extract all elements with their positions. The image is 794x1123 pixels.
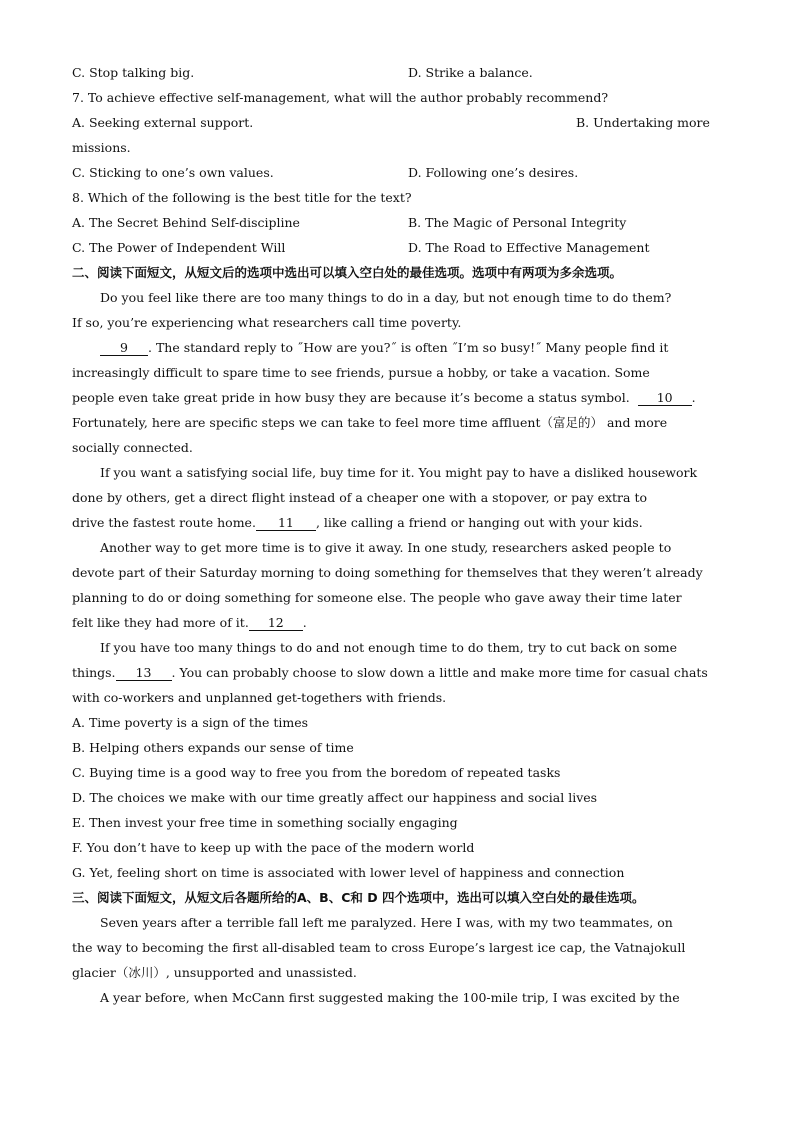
s2-p3-line3-text: drive the fastest route home. — [72, 515, 256, 530]
s2-option-f: F. You don’t have to keep up with the pace of the modern world — [72, 840, 475, 855]
s3-p1-line1: Seven years after a terrible fall left me paralyzed. Here I was, with my two teammates, on — [100, 915, 673, 930]
blank-9[interactable]: 9 — [100, 340, 148, 356]
q6-option-row — [72, 64, 194, 82]
q7-stem: 7. To achieve effective self-management, what will the author probably recommend? — [72, 90, 609, 105]
s2-p3-line1: If you want a satisfying social life, buy time for it. You might pay to have a disliked housework — [100, 465, 698, 480]
s2-option-g: G. Yet, feeling short on time is associated with lower level of happiness and connection — [72, 865, 625, 880]
q7-option-c: C. Sticking to one’s own values. — [72, 165, 274, 180]
s2-option-c: C. Buying time is a good way to free you from the boredom of repeated tasks — [72, 765, 561, 780]
s2-p4-line4-text: felt like they had more of it. — [72, 615, 249, 630]
q7-option-a: A. Seeking external support. — [72, 115, 254, 130]
s2-p5-line2-text: things. — [72, 665, 116, 680]
blank-11[interactable]: 11 — [256, 515, 316, 531]
blank-12[interactable]: 12 — [249, 615, 303, 631]
s3-p2-line1: A year before, when McCann first suggested making the 100-mile trip, I was excited by the — [100, 990, 680, 1005]
s2-p4-line3: planning to do or doing something for someone else. The people who gave away their time later — [72, 590, 682, 605]
blank-10[interactable]: 10 — [638, 390, 692, 406]
s2-p4-line4: felt like they had more of it. 12 . — [72, 615, 307, 630]
s2-p1-line2: If so, you’re experiencing what researchers call time poverty. — [72, 315, 462, 330]
s2-p2-line4: Fortunately, here are specific steps we can take to feel more time affluent（富足的） and more — [72, 415, 668, 430]
s2-p3-line3-tail: , like calling a friend or hanging out with your kids. — [315, 515, 643, 530]
section3-heading: 三、阅读下面短文，从短文后各题所给的A、B、C和 D 四个选项中，选出可以填入空白处的最佳选项。 — [72, 890, 645, 905]
s2-option-e: E. Then invest your free time in something socially engaging — [72, 815, 458, 830]
s3-p1-line2: the way to becoming the first all-disabled team to cross Europe’s largest ice cap, the Vatnajokull — [72, 940, 686, 955]
s2-p5-line3: with co-workers and unplanned get-togethers with friends. — [72, 690, 447, 705]
section2-heading: 二、阅读下面短文，从短文后的选项中选出可以填入空白处的最佳选项。选项中有两项为多余选项。 — [72, 265, 623, 280]
q8-option-a: A. The Secret Behind Self-discipline — [72, 215, 300, 230]
s2-p2-line1-text: . The standard reply to ˝How are you?˝ is often ˝I’m so busy!˝ Many people find it — [148, 340, 669, 355]
q6-option-row-right — [408, 64, 533, 82]
q7-option-b-continued: missions. — [72, 140, 131, 155]
q8-option-c: C. The Power of Independent Will — [72, 240, 286, 255]
s2-p5-line1: If you have too many things to do and not enough time to do them, try to cut back on some — [100, 640, 678, 655]
s2-p4-line1: Another way to get more time is to give it away. In one study, researchers asked people to — [100, 540, 672, 555]
s3-p1-line3: glacier（冰川）, unsupported and unassisted. — [72, 965, 357, 980]
q8-stem: 8. Which of the following is the best title for the text? — [72, 190, 412, 205]
q8-option-b: B. The Magic of Personal Integrity — [408, 215, 627, 230]
s2-p2-line1 — [100, 339, 668, 357]
s2-option-d: D. The choices we make with our time greatly affect our happiness and social lives — [72, 790, 598, 805]
s2-p2-line5: socially connected. — [72, 440, 193, 455]
s2-p3-line2: done by others, get a direct flight instead of a cheaper one with a stopover, or pay extra to — [72, 490, 648, 505]
s2-p1-line1: Do you feel like there are too many things to do in a day, but not enough time to do them? — [100, 290, 672, 305]
q8-option-d: D. The Road to Effective Management — [408, 240, 650, 255]
s2-p5-line2-tail: . You can probably choose to slow down a little and make more time for casual chats — [171, 665, 708, 680]
q6-option-c: C. Stop talking big. — [72, 65, 195, 80]
s2-p2-line3: people even take great pride in how busy they are because it’s become a status symbol. 10 . — [72, 390, 696, 405]
q7-option-b: B. Undertaking more — [576, 115, 710, 130]
s2-p2-line2: increasingly difficult to spare time to see friends, pursue a hobby, or take a vacation. Some — [72, 365, 650, 380]
s2-p3-line3 — [72, 514, 643, 532]
s2-p2-line3-text: people even take great pride in how busy they are because it’s become a status symbol. — [72, 390, 630, 405]
q6-option-d: D. Strike a balance. — [408, 65, 533, 80]
blank-13[interactable]: 13 — [116, 665, 172, 681]
s2-p4-line2: devote part of their Saturday morning to doing something for themselves that they weren’t already — [72, 565, 703, 580]
s2-option-a: A. Time poverty is a sign of the times — [72, 715, 309, 730]
q7-option-d: D. Following one’s desires. — [408, 165, 579, 180]
s2-p5-line2 — [72, 664, 708, 682]
s2-option-b: B. Helping others expands our sense of time — [72, 740, 354, 755]
